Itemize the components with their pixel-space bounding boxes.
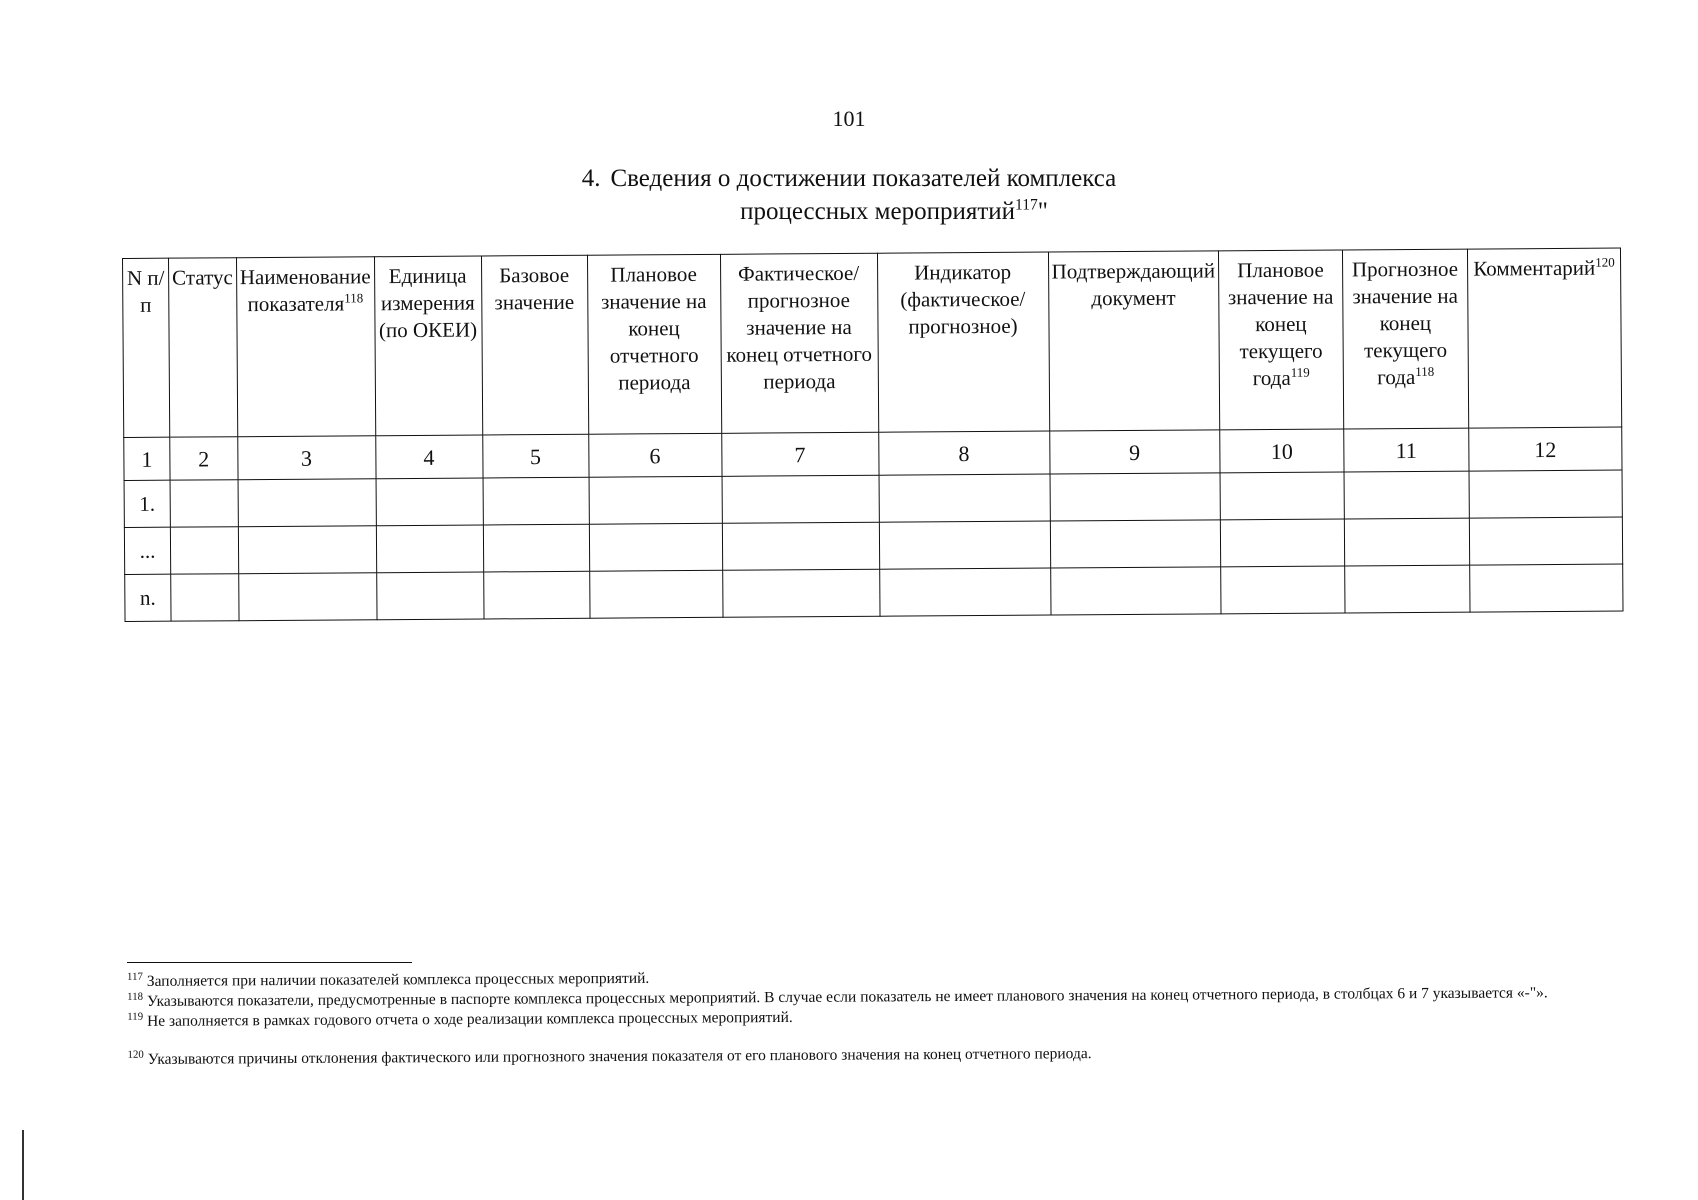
header-cell: Прогнозное значение на конец текущего года$^{118}$ (1342, 249, 1468, 429)
indicators-table-wrapper (122, 248, 1623, 622)
title-footnote-ref: 117 (1015, 196, 1038, 214)
page-number: 101 (832, 106, 866, 131)
footnote: $^{118}$ Указываются показатели, предусмотренные в паспорте комплекса процессных мероприятий. В случае если показатель не имеет планового значения на конец отчетного периода, в столбцах 6 и 7 указывается «-"». (127, 984, 1548, 1010)
column-number: 6 (588, 433, 721, 477)
scan-edge-mark (22, 1130, 24, 1200)
footnote: $^{117}$ Заполняется при наличии показателей комплекса процессных мероприятий. (126, 969, 650, 990)
title-line-2: процессных мероприятий$^{117}$" (740, 196, 1048, 225)
empty-cell (376, 478, 483, 526)
empty-cell (1220, 519, 1344, 567)
header-cell: Плановое значение на конец текущего года$^{119}$ (1218, 250, 1343, 430)
column-number: 7 (721, 432, 878, 476)
indicators-table (122, 248, 1623, 622)
footnote: $^{120}$ Указываются причины отклонения фактического или прогнозного значения показателя от его планового значения на конец отчетного периода. (127, 1045, 1092, 1068)
empty-cell (238, 573, 376, 621)
empty-cell (722, 522, 879, 570)
empty-cell (879, 521, 1050, 569)
header-cell: Комментарий$^{120}$ (1467, 248, 1621, 428)
empty-cell (589, 476, 722, 524)
empty-cell (483, 524, 589, 572)
header-row (123, 248, 1622, 437)
empty-cell (1469, 470, 1622, 518)
empty-cell (1220, 472, 1344, 520)
table-row (125, 564, 1623, 621)
header-cell: Плановое значение на конец отчетного периода (587, 254, 721, 434)
row-label: n. (125, 574, 171, 621)
column-number: 12 (1469, 427, 1622, 471)
footnote-number: 117 (126, 970, 143, 983)
column-number: 10 (1220, 429, 1344, 473)
empty-cell (238, 479, 376, 527)
header-cell: Единица измерения (по ОКЕИ) (374, 256, 482, 436)
empty-cell (1470, 564, 1623, 612)
empty-cell (1344, 471, 1469, 519)
empty-cell (879, 474, 1050, 522)
row-label: ... (124, 527, 170, 574)
footnote-number: 120 (127, 1048, 144, 1061)
empty-cell (1221, 566, 1345, 614)
header-cell: N п/п (123, 258, 170, 437)
title-number: 4. (581, 165, 601, 192)
column-number: 4 (375, 435, 482, 479)
column-number: 9 (1049, 430, 1220, 474)
empty-cell (171, 574, 239, 621)
header-cell: Индикатор (фактическое/прогнозное) (877, 252, 1049, 432)
section-title (0, 162, 1698, 228)
footnote-number: 119 (127, 1010, 144, 1023)
column-number: 8 (878, 431, 1049, 475)
empty-cell (1050, 473, 1221, 521)
empty-cell (722, 569, 879, 617)
header-cell: Подтверждающий документ (1048, 251, 1220, 431)
row-label: 1. (124, 480, 170, 527)
empty-cell (1050, 520, 1221, 568)
header-cell: Наименование показателя$^{118}$ (236, 257, 375, 437)
empty-cell (1050, 567, 1221, 615)
footnote-number: 118 (127, 990, 144, 1003)
empty-cell (722, 475, 879, 523)
empty-cell (483, 571, 589, 619)
column-number: 11 (1344, 428, 1469, 472)
empty-cell (879, 568, 1050, 616)
empty-cell (1344, 518, 1469, 566)
empty-cell (1345, 565, 1470, 613)
column-number: 1 (124, 437, 170, 480)
empty-cell (376, 525, 483, 573)
empty-cell (1469, 517, 1622, 565)
footnote-separator (127, 962, 412, 963)
empty-cell (238, 526, 376, 574)
empty-cell (170, 527, 238, 574)
header-cell: Базовое значение (481, 255, 588, 435)
footnote: $^{119}$ Не заполняется в рамках годового отчета о ходе реализации комплекса процессных мероприятий. (127, 1008, 793, 1030)
column-number: 2 (170, 437, 238, 480)
empty-cell (170, 480, 238, 527)
empty-cell (589, 523, 722, 571)
empty-cell (483, 477, 589, 525)
column-number: 3 (237, 436, 375, 480)
title-line-1: 4. Сведения о достижении показателей комплекса (581, 165, 1117, 192)
header-cell: Статус (169, 258, 238, 437)
empty-cell (589, 570, 722, 618)
column-number: 5 (482, 434, 588, 478)
footnotes (127, 963, 1568, 1070)
header-cell: Фактическое/ прогнозное значение на конец отчетного периода (720, 253, 878, 433)
empty-cell (376, 572, 483, 620)
